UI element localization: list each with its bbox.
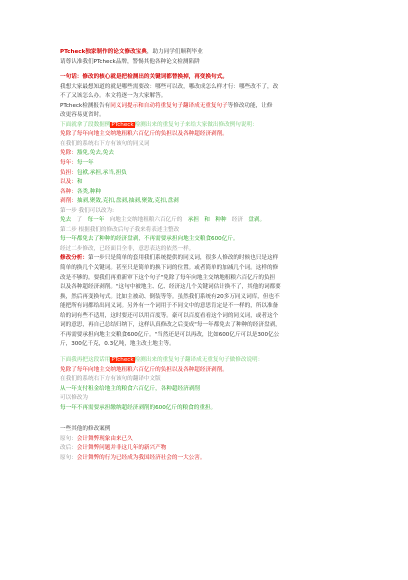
example2-translation: 从一年支付租金给地主的粮食六百亿斤，各种超经济剥削 [60,385,200,392]
analysis-line: 换，然后再变换句式。比如主被动、倒装等等。虽然我们系统有20多万同义词库，但也不 [60,293,280,300]
step1-label: 第一步 我们可以改为: [60,207,115,214]
case-item [60,435,350,445]
synonym-values: 每一年 [76,160,94,167]
case-item [60,444,350,454]
section-text-3 [60,102,350,112]
example2-step-label: 可以修改为 [60,395,88,402]
ptcheck-tag: PTcheck [111,121,134,128]
step1-sentence [60,216,350,226]
synonym-values: 和 [76,179,83,186]
analysis-line: 不再需要承担向地主交粮食600亿斤。"当然还是可以再改，比如600亿斤可以是300亿公 [60,331,280,338]
synonym-key: 负担 [60,169,72,176]
intro-line-2: 请尊认准我们PTcheck品牌，警惕其他各种论文检测陷阱 [60,58,200,65]
cases-title: 一些其他的修改案例 [60,426,111,433]
synonym-values: 包袱,承担,承当,担负 [76,169,127,176]
analysis-line: 改是不够的。要我们再重新审下这个句子"免除了每年向地主交纳地租粮六百亿斤的负担 [60,274,276,281]
synonym-row: 以及：和 [60,179,83,186]
example1-original: 免除了每年向地主交纳地租粮六百亿斤的负担以及各种超经济剥削。 [60,131,228,138]
step1-part: 种种 [215,217,227,224]
analysis-text: 第一步只是简单的套用我们系统提供的同义词，很多人修改的时候也只是这样 [87,255,279,262]
synonym-row: 各种：各类,种种 [60,188,101,195]
example2-intro: 在我们的系统右下方有该句的翻译中文版 [60,376,161,383]
step1-part: 了 [76,217,83,224]
brand-name: PTcheck [60,49,86,55]
section-text-3-pre: PTcheck检测报告有 [60,102,111,109]
case-label: 原句： [60,454,77,461]
synonym-key: 免除 [60,150,72,157]
synonym-key: 各种 [60,188,72,195]
synonym-row: 剥削：抽剥,聚敛,克扣,盘剥,抽剥,聚敛,克扣,盘剥 [60,198,179,205]
synonym-values: 豁免,免去,免去 [76,150,114,157]
guide-title: 论文修改宝典 [113,49,147,55]
analysis-label: 修改分析： [60,255,88,262]
analysis-line: 斤，300亿千克，0.3亿吨，地主改土地主等。 [60,341,175,348]
step1-part: 每一年 [87,217,105,224]
step2-label: 第二步 根据我们的修改后句子我来将表述主整改 [60,226,180,233]
synonym-values: 抽剥,聚敛,克扣,盘剥,抽剥,聚敛,克扣,盘剥 [76,198,179,205]
step1-part: 经济 [231,217,243,224]
example1-caption [60,121,350,131]
intro-line-1 [60,48,350,58]
case-text: 会计舞弊的行为已经成为我国经济社会的一大公害。 [76,454,206,461]
example2-caption-post: 检测出来的重复句子翻译成无重复句子做修改说明： [134,356,264,363]
analysis-line: 能把所有词都给出同义词。另外有一个词用于不同文中的意思肯定是不一样的，所以准备 [60,303,279,310]
example1-intro: 在我们的系统右下方有该句的同义词 [60,140,150,147]
step1-part: 和 [204,217,210,224]
intro-tail: ，助力同学们顺利毕业 [146,49,203,55]
example2-caption-pre: 下面我再把这段话用 [60,356,111,363]
section-text-1: 我想大家最想知道的就是哪些需要改：哪些可以改，哪改成怎么样才行：哪些改不了，改 [60,83,279,90]
ptcheck-tag: PTcheck [111,356,134,363]
synonym-key: 每年 [60,160,72,167]
synonym-values: 各类,种种 [76,188,101,195]
synonym-row: 每年：每一年 [60,160,94,167]
synonym-key: 剥削 [60,198,72,205]
brand-suffix: 独家制作的 [85,49,114,55]
case-text: 会计舞弊现象由来已久 [76,435,133,442]
case-text: 会计舞弊问题并非这几年的新兴产物 [76,445,167,452]
synonym-row: 负担：包袱,承担,承当,担负 [60,169,127,176]
section-text-3-post: 等修改功能，让修 [227,102,273,109]
analysis-line: 给的词有些不适用，这时要还可以用百度等。豪可以百度看看这个词的同义词，或者这个 [60,312,279,319]
synonym-row: 免除：豁免,免去,免去 [60,150,114,157]
step1-part: 承担 [187,217,199,224]
analysis-line [60,254,350,264]
analysis-line: 词的意思，再自己总结归纳下，这样认真修改之后变成"每一年都免去了种种的经济盘剥， [60,322,281,329]
example1-caption-post: 检测出来的重复句子来给大家做出修改例句说明： [134,121,258,128]
example1-caption-pre: 下面就拿了段数据例 [60,121,111,128]
section-text-2: 不了又该怎么办。本文将逐一为大家解答。 [60,93,167,100]
step2-note: 经过二步修改，已经面目全非，意思表达的依然一样。 [60,245,195,252]
synonym-key: 以及 [60,179,72,186]
example2-final: 每一年不再需要承担缴纳超经济剥削的600亿斤的粮食的重担。 [60,404,217,411]
step1-part: 免去 [60,217,72,224]
example2-caption [60,356,350,366]
step1-part: 向地主交纳地租粮六百亿斤的 [109,217,183,224]
section-heading: 一句话：修改的核心就是把检测出的关键词都替换掉，再变换句式。 [60,74,228,81]
analysis-line: 以及各种超经济剥削。"这句中被地主、亿、经济这几个关键词估计换不了，其他的词都要 [60,284,281,291]
feature-highlight: 同义词提示和自动将重复句子翻译成无重复句子 [110,102,228,109]
step2-sentence: 每一年都免去了种种的经济盘剥，不再需要承担向地主交粮食600亿斤。 [60,236,239,243]
case-label: 改后： [60,445,77,452]
section-text-4: 改更容易更省时。 [60,112,105,119]
analysis-line: 简单的换几个关键词。甚至只是简单的换下词的位置。或者简单的加减几个词。这样的修 [60,265,279,272]
example2-original: 免除了每年向地主交纳地租粮六百亿斤的负担以及各种超经济剥削。 [60,366,228,373]
step1-part: 盘剥。 [248,217,266,224]
case-item [60,454,350,464]
case-label: 原句： [60,435,77,442]
